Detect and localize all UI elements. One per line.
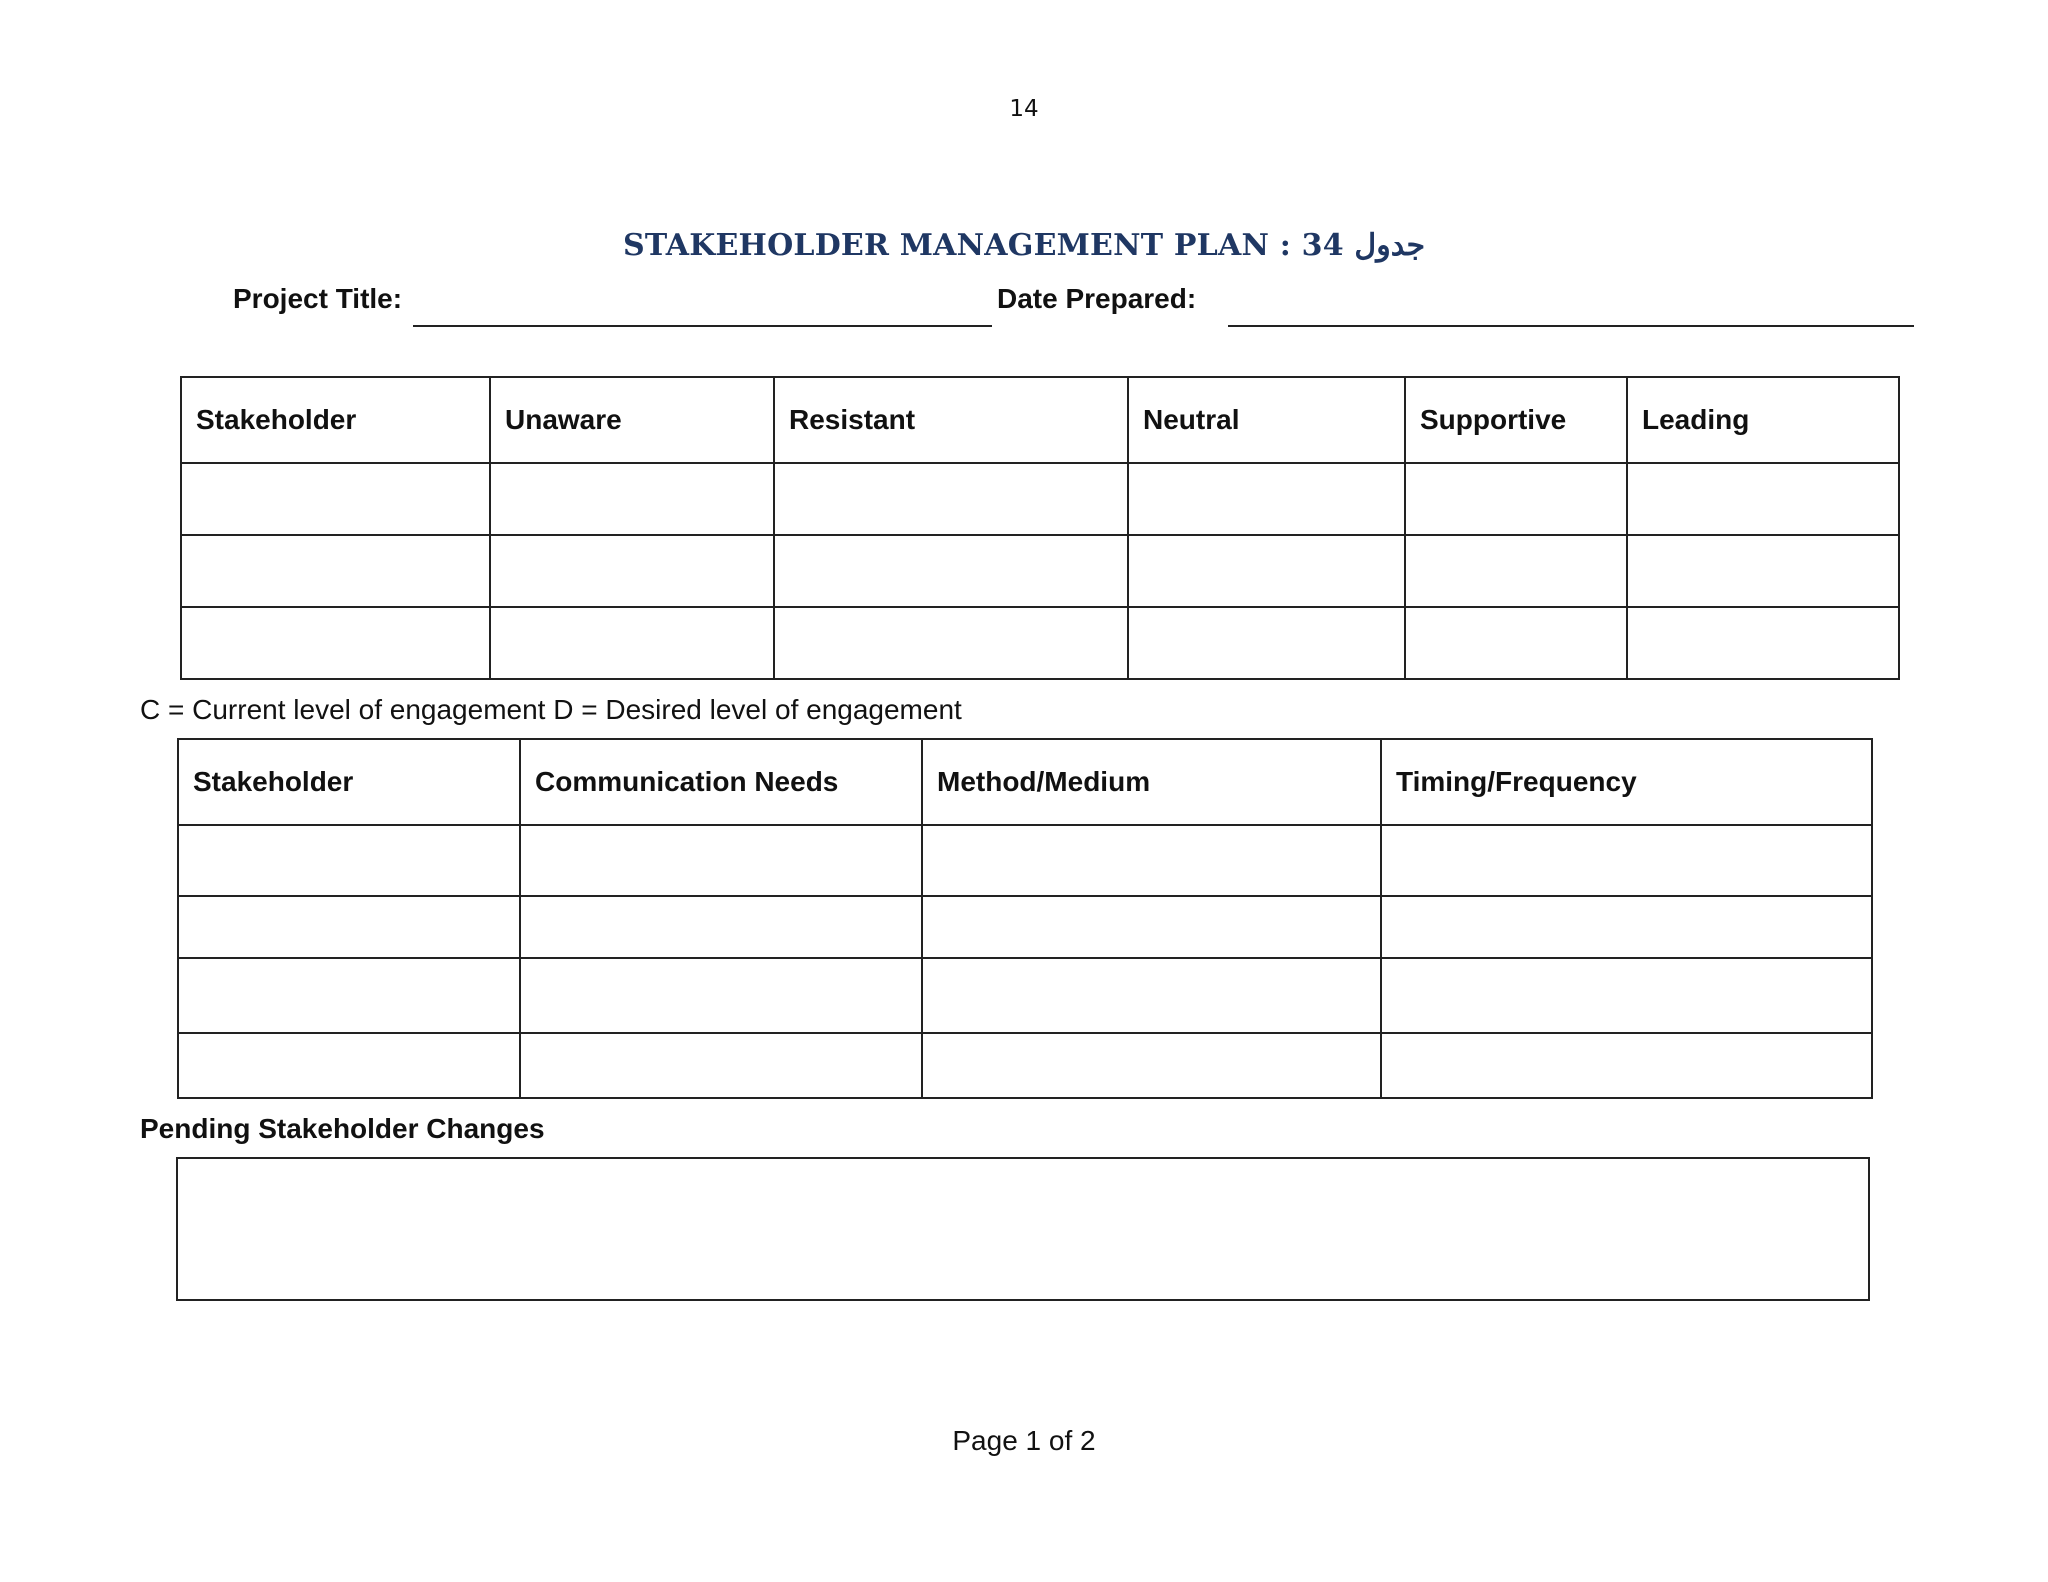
table-cell[interactable] — [922, 825, 1381, 896]
table-cell[interactable] — [520, 1033, 922, 1098]
project-title-field[interactable] — [413, 325, 992, 327]
table-row — [181, 463, 1899, 535]
table-cell[interactable] — [520, 825, 922, 896]
communication-table — [177, 738, 1873, 1099]
project-title-label: Project Title: — [233, 283, 403, 314]
header-method-medium: Method/Medium — [922, 739, 1381, 825]
header-neutral: Neutral — [1128, 377, 1405, 463]
header-supportive: Supportive — [1405, 377, 1627, 463]
table-cell[interactable] — [1405, 463, 1627, 535]
table-cell[interactable] — [520, 896, 922, 958]
table-cell[interactable] — [922, 1033, 1381, 1098]
table-cell[interactable] — [1381, 958, 1872, 1033]
table-cell[interactable] — [181, 535, 490, 607]
table-row — [178, 825, 1872, 896]
table-cell[interactable] — [178, 825, 520, 896]
table-cell[interactable] — [178, 958, 520, 1033]
date-prepared-label: Date Prepared: — [997, 283, 1197, 314]
page-number: 14 — [1009, 96, 1039, 122]
table-cell[interactable] — [922, 958, 1381, 1033]
table-row — [181, 535, 1899, 607]
date-prepared-field[interactable] — [1228, 325, 1914, 327]
table-cell[interactable] — [1627, 463, 1899, 535]
table-cell[interactable] — [490, 607, 774, 679]
pending-changes-label: Pending Stakeholder Changes — [140, 1113, 545, 1144]
table-cell[interactable] — [1627, 535, 1899, 607]
table-cell[interactable] — [1128, 463, 1405, 535]
document-title: STAKEHOLDER MANAGEMENT PLAN : 34 جدول — [622, 228, 1425, 263]
header-stakeholder: Stakeholder — [181, 377, 490, 463]
header-communication-needs: Communication Needs — [520, 739, 922, 825]
table-row — [181, 607, 1899, 679]
table-cell[interactable] — [178, 896, 520, 958]
table-cell[interactable] — [1128, 607, 1405, 679]
page-footer: Page 1 of 2 — [952, 1425, 1096, 1456]
header-resistant: Resistant — [774, 377, 1128, 463]
engagement-header-row — [181, 377, 1899, 463]
table-cell[interactable] — [774, 535, 1128, 607]
engagement-table — [180, 376, 1900, 680]
table-cell[interactable] — [1128, 535, 1405, 607]
table-cell[interactable] — [1381, 825, 1872, 896]
table-cell[interactable] — [181, 463, 490, 535]
header-stakeholder: Stakeholder — [178, 739, 520, 825]
table-cell[interactable] — [181, 607, 490, 679]
table-cell[interactable] — [490, 535, 774, 607]
communication-header-row — [178, 739, 1872, 825]
table-cell[interactable] — [774, 463, 1128, 535]
table-row — [178, 1033, 1872, 1098]
table-row — [178, 896, 1872, 958]
table-cell[interactable] — [520, 958, 922, 1033]
table-cell[interactable] — [1381, 896, 1872, 958]
table-cell[interactable] — [1627, 607, 1899, 679]
header-unaware: Unaware — [490, 377, 774, 463]
table-cell[interactable] — [490, 463, 774, 535]
table-cell[interactable] — [774, 607, 1128, 679]
table-cell[interactable] — [922, 896, 1381, 958]
header-timing-frequency: Timing/Frequency — [1381, 739, 1872, 825]
engagement-legend: C = Current level of engagement D = Desired level of engagement — [140, 694, 962, 725]
pending-changes-box[interactable] — [176, 1157, 1870, 1301]
header-leading: Leading — [1627, 377, 1899, 463]
table-cell[interactable] — [1405, 535, 1627, 607]
table-cell[interactable] — [1405, 607, 1627, 679]
table-cell[interactable] — [1381, 1033, 1872, 1098]
table-row — [178, 958, 1872, 1033]
table-cell[interactable] — [178, 1033, 520, 1098]
